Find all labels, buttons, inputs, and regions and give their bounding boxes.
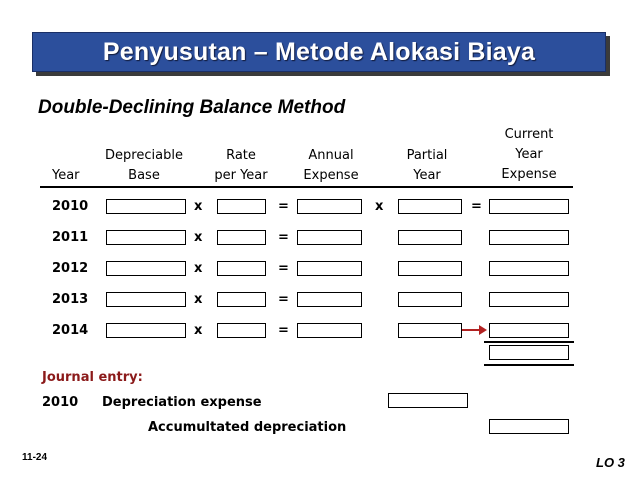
equals-operator: = xyxy=(278,261,289,276)
cell-base-2012[interactable] xyxy=(106,261,186,276)
total-bottom-rule xyxy=(484,364,574,366)
cell-base-2010[interactable] xyxy=(106,199,186,214)
learning-objective: LO 3 xyxy=(596,455,625,470)
equals-operator: = xyxy=(278,230,289,245)
journal-credit-amount[interactable] xyxy=(489,419,569,434)
header-rate-line1: Rate xyxy=(226,148,256,163)
times-operator: x xyxy=(194,199,203,214)
slide-subtitle: Double-Declining Balance Method xyxy=(38,97,346,118)
cell-rate-2014[interactable] xyxy=(217,323,266,338)
times-operator: x xyxy=(194,261,203,276)
cell-partial-2013[interactable] xyxy=(398,292,462,307)
cell-partial-2010[interactable] xyxy=(398,199,462,214)
times-operator: x xyxy=(194,292,203,307)
cell-annual-2014[interactable] xyxy=(297,323,362,338)
arrow-right-icon xyxy=(462,322,488,336)
header-annual-line1: Annual xyxy=(308,148,354,163)
journal-debit-account: Depreciation expense xyxy=(102,395,262,410)
header-depreciable-base xyxy=(100,146,188,186)
cell-base-2011[interactable] xyxy=(106,230,186,245)
cell-partial-2012[interactable] xyxy=(398,261,462,276)
header-year: Year xyxy=(52,168,80,183)
cell-current-2014[interactable] xyxy=(489,323,569,338)
total-top-rule xyxy=(484,341,574,343)
cell-rate-2012[interactable] xyxy=(217,261,266,276)
header-rate-line2: per Year xyxy=(214,168,268,183)
header-rate xyxy=(205,146,277,186)
cell-rate-2011[interactable] xyxy=(217,230,266,245)
header-current-line2: Year xyxy=(515,147,543,162)
journal-entry-label: Journal entry: xyxy=(42,370,143,385)
header-current-line1: Current xyxy=(504,127,554,142)
slide-title: Penyusutan – Metode Alokasi Biaya xyxy=(102,37,536,66)
cell-annual-2012[interactable] xyxy=(297,261,362,276)
journal-credit-account: Accumultated depreciation xyxy=(148,420,347,435)
header-annual xyxy=(296,146,366,186)
equals-operator: = xyxy=(278,199,289,214)
equals-operator: = xyxy=(278,292,289,307)
header-current-line3: Expense xyxy=(501,167,557,182)
title-banner xyxy=(32,32,606,72)
journal-debit-amount[interactable] xyxy=(388,393,468,408)
row-year-2012: 2012 xyxy=(52,261,89,276)
cell-current-2010[interactable] xyxy=(489,199,569,214)
header-annual-line2: Expense xyxy=(303,168,359,183)
cell-current-2013[interactable] xyxy=(489,292,569,307)
cell-rate-2010[interactable] xyxy=(217,199,266,214)
cell-current-total[interactable] xyxy=(489,345,569,360)
cell-rate-2013[interactable] xyxy=(217,292,266,307)
equals-operator: = xyxy=(278,323,289,338)
row-year-2010: 2010 xyxy=(52,199,89,214)
cell-current-2011[interactable] xyxy=(489,230,569,245)
slide-number: 11-24 xyxy=(22,452,48,463)
header-rule xyxy=(40,186,573,188)
cell-base-2014[interactable] xyxy=(106,323,186,338)
journal-year: 2010 xyxy=(42,395,79,410)
header-partial xyxy=(395,146,459,186)
row-year-2011: 2011 xyxy=(52,230,89,245)
times-operator: x xyxy=(375,199,384,214)
cell-annual-2011[interactable] xyxy=(297,230,362,245)
cell-annual-2010[interactable] xyxy=(297,199,362,214)
cell-partial-2011[interactable] xyxy=(398,230,462,245)
header-partial-line1: Partial xyxy=(406,148,448,163)
equals-operator: = xyxy=(471,199,482,214)
header-current xyxy=(492,125,566,185)
cell-partial-2014[interactable] xyxy=(398,323,462,338)
cell-current-2012[interactable] xyxy=(489,261,569,276)
times-operator: x xyxy=(194,323,203,338)
row-year-2013: 2013 xyxy=(52,292,89,307)
cell-base-2013[interactable] xyxy=(106,292,186,307)
header-depreciable-line1: Depreciable xyxy=(105,148,183,163)
row-year-2014: 2014 xyxy=(52,323,89,338)
times-operator: x xyxy=(194,230,203,245)
header-partial-line2: Year xyxy=(413,168,441,183)
header-depreciable-line2: Base xyxy=(128,168,160,183)
cell-annual-2013[interactable] xyxy=(297,292,362,307)
